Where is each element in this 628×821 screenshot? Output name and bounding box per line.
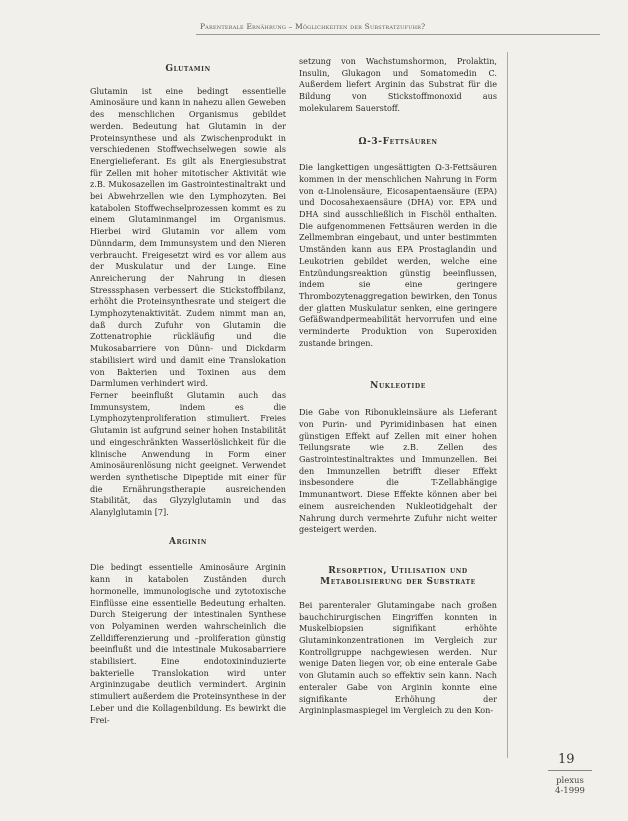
paragraph-omega3: Die langkettigen ungesättigten Ω-3-Fettsäuren kommen in der menschlichen Nahrung in Form von α-Linolensäure, Eicosapentaensäure (EPA) und Docosahexaensäure (DHA) vor. EPA und DHA sind ausschließlich in Fischöl enthalten. Die aufgenommenen Fettsäuren werden in die Zellmembran eingebaut, und unter bestimmten Umständen kann aus EPA Prostaglandin und Leukotrien gebildet werden, welche eine Entzündungsreaktion günstig beeinflussen, indem sie eine geringere Thrombozytenaggregation bewirken, den Tonus der glatten Muskulatur senken, eine geringere Gefäßwandpermeabilität hervorrufen und eine verminderte Produktion von Superoxiden zustande bringen. [299,162,497,348]
journal-issue: 4-1999 [555,786,585,796]
right-column [299,56,497,717]
section-heading-omega3: Ω-3-Fettsäuren [358,136,438,147]
section-heading-resorption [299,566,497,588]
paragraph-nukleotide: Die Gabe von Ribonukleinsäure als Lieferant von Purin- und Pyrimidinbasen hat einen günstigen Effekt auf Zellen mit einer hohen Teilungsrate wie z.B. Zellen des Gastrointestinaltraktes und Immunzellen. Bei den Immunzellen betrifft dieser Effekt insbesondere die T-Zellabhängige Immunantwort. Diese Effekte können aber bei einem ausreichenden Nukleotidgehalt der Nahrung durch vermehrte Zufuhr nicht weiter gesteigert werden. [299,407,497,535]
running-header: Parenterale Ernährung – Möglichkeiten der Substratzufuhr? [200,22,426,31]
section-heading-glutamin: Glutamin [165,64,211,74]
section-heading-arginin: Arginin [169,536,207,547]
paragraph-arginin-continued: setzung von Wachstumshormon, Prolaktin, Insulin, Glukagon und Somatomedin C. Außerdem liefert Arginin das Substrat für die Bildung von Stickstoffmonoxid aus molekularem Sauerstoff. [299,56,497,113]
paragraph-glutamin-1: Glutamin ist eine bedingt essentielle Aminosäure und kann in nahezu allen Geweben des menschlichen Organismus gebildet werden. Bedeutung hat Glutamin in der Proteinsynthese und als Zwischenprodukt in verschiedenen Stoffwechselwegen sowie als Energielieferant. Es gilt als Energiesubstrat für Zellen mit hoher mitotischer Aktivität wie z.B. Mukosazellen im Gastrointestinaltrakt und bei Abwehrzellen wie den Lymphozyten. Bei katabolen Stoffwechselprozessen kommt es zu einem Glutaminmangel im Organismus. Hierbei wird Glutamin vor allem vom Dünndarm, dem Immunsystem und den Nieren verbraucht. Freigesetzt wird es vor allem aus der Muskulatur und der Lunge. Eine Anreicherung der Nahrung in diesen Stresssphasen verbessert die Stickstoffbilanz, erhöht die Proteinsynthesrate und steigert die Lymphozytenaktivität. Zudem nimmt man an, daß durch Zufuhr von Glutamin die Zottenatrophie rückläufig und die Mukosabarriere von Dünn- und Dickdarm stabilisiert wird und damit eine Translokation von Bakterien und Toxinen aus dem Darmlumen verhindert wird. [90,85,286,389]
resorption-heading-line-2: Metabolisierung der Substrate [320,576,476,587]
section-heading-nukleotide: Nukleotide [370,381,426,392]
resorption-heading-line-1: Resorption, Utilisation und [328,565,468,576]
page-number-rule [548,770,592,771]
page-number: 19 [558,752,575,767]
left-column [90,56,286,726]
header-rule [196,34,600,35]
paragraph-arginin-1: Die bedingt essentielle Aminosäure Arginin kann in katabolen Zuständen durch hormonelle, immunologische und zytotoxische Einflüsse eine essentielle Bedeutung erhalten. Durch Steigerung der intestinalen Synthese von Polyaminen werden wahrscheinlich die Zelldifferenzierung und –proliferation günstig beeinflußt und die intestinale Mukosabarriere stabilisiert. Eine endotoxininduzierte bakterielle Translokation wird unter Argininzugabe deutlich vermindert. Arginin stimuliert außerdem die Proteinsynthese in der Leber und die Kollagenbildung. Es bewirkt die Frei- [90,562,286,725]
journal-label [548,776,592,796]
paragraph-resorption: Bei parenteraler Glutamingabe nach großen bauchchirurgischen Eingriffen konnten in Muskelbiopsien signifikant erhöhte Glutaminkonzentrationen im Vergleich zur Kontrollgruppe nachgewiesen werden. Nur wenige Daten liegen vor, ob eine enterale Gabe von Glutamin auch so effektiv sein kann. Nach enteraler Gabe von Arginin konnte eine signifikante Erhöhung der Argininplasmaspiegel im Vergleich zu den Kon- [299,599,497,716]
margin-rule [507,52,508,758]
paragraph-glutamin-2: Ferner beeinflußt Glutamin auch das Immunsystem, indem es die Lymphozytenproliferation stimuliert. Freies Glutamin ist aufgrund seiner hohen Instabilität und eingeschränkten Wasserlöslichkeit für die klinische Anwendung in Form einer Aminosäurenlösung nicht geeignet. Verwendet werden synthetische Dipeptide mit einer für die Ernährungstherapie ausreichenden Stabilität, das Glyzylglutamin und das Alanylglutamin [7]. [90,389,286,518]
journal-name: plexus [556,776,584,786]
